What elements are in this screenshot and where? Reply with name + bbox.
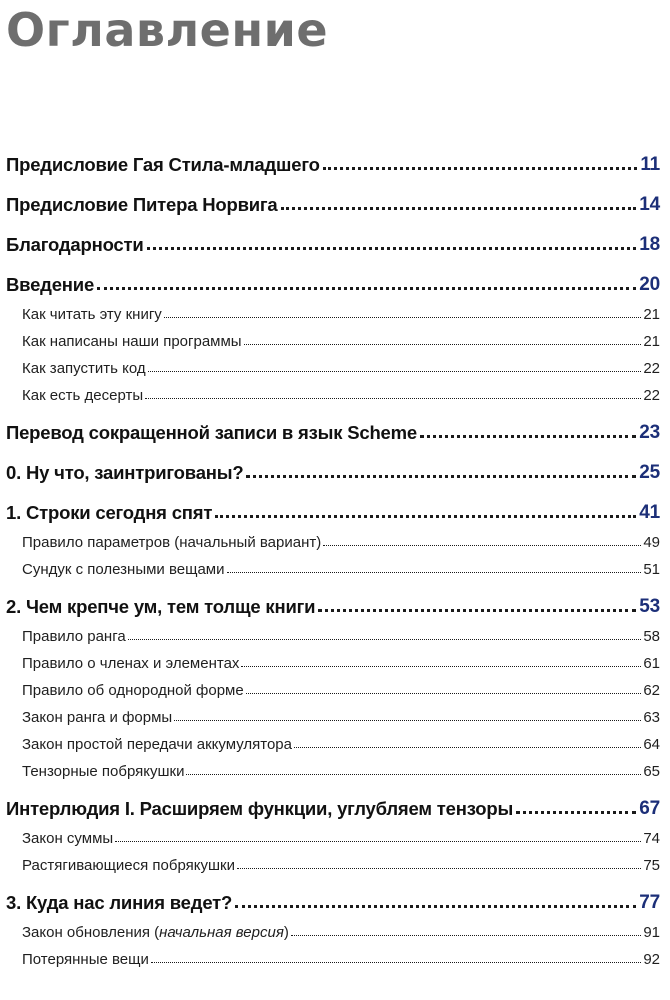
toc-subentry-how-to-read[interactable] — [6, 296, 660, 323]
toc-subentry-stretchy-trinkets[interactable] — [6, 847, 660, 874]
toc-entry-label: Закон ранга и формы — [22, 709, 173, 726]
toc-subentry-uniform-shape-rule[interactable] — [6, 672, 660, 699]
toc-entry-label: 1. Строки сегодня спят — [6, 502, 213, 523]
toc-entry-interlude-1[interactable] — [6, 780, 660, 820]
dot-leader — [244, 344, 642, 345]
toc-entry-label: 3. Куда нас линия ведет? — [6, 892, 233, 913]
toc-subentry-how-programs-written[interactable] — [6, 323, 660, 350]
toc-subentry-desserts[interactable] — [6, 377, 660, 404]
toc-entry-label: 0. Ну что, заинтригованы? — [6, 462, 244, 483]
toc-subentry-parameter-rule[interactable] — [6, 524, 660, 551]
dot-leader — [174, 720, 641, 721]
toc-page-number: 20 — [639, 274, 660, 295]
toc-page-number: 11 — [640, 154, 660, 175]
toc-entry-label: Закон простой передачи аккумулятора — [22, 736, 292, 753]
dot-leader — [186, 774, 641, 775]
toc-entry-chapter-0[interactable] — [6, 444, 660, 484]
toc-entry-label: Закон суммы — [22, 830, 114, 847]
toc-page-number: 41 — [639, 502, 660, 523]
toc-entry-scheme-translation[interactable] — [6, 404, 660, 444]
toc-page-number: 14 — [639, 194, 660, 215]
dot-leader — [215, 515, 636, 518]
toc-entry-label: Как написаны наши программы — [22, 333, 242, 350]
toc-page-number: 92 — [643, 951, 660, 968]
toc-page-number: 22 — [643, 387, 660, 404]
toc-entry-chapter-3[interactable] — [6, 874, 660, 914]
dot-leader — [164, 317, 642, 318]
toc-subentry-rank-shape-law[interactable] — [6, 699, 660, 726]
toc-page-number: 25 — [639, 462, 660, 483]
toc-subentry-sum-law[interactable] — [6, 820, 660, 847]
dot-leader — [318, 609, 636, 612]
toc-entry-label: Правило об однородной форме — [22, 682, 244, 699]
dot-leader — [420, 435, 636, 438]
dot-leader — [237, 868, 641, 869]
toc-page-number: 91 — [643, 924, 660, 941]
dot-leader — [148, 371, 642, 372]
toc-entry-acknowledgements[interactable] — [6, 216, 660, 256]
toc-subentry-tensor-trinkets[interactable] — [6, 753, 660, 780]
toc-entry-label: Благодарности — [6, 234, 144, 255]
toc-entry-label-italic: начальная версия — [159, 924, 284, 941]
toc-page-number: 61 — [643, 655, 660, 672]
toc-page-number: 65 — [643, 763, 660, 780]
toc-entry-label: Растягивающиеся побрякушки — [22, 857, 235, 874]
toc-entry-label-post: ) — [283, 924, 289, 941]
toc-entry-label: Потерянные вещи — [22, 951, 149, 968]
toc-entry-foreword-norvig[interactable] — [6, 176, 660, 216]
toc-page-number: 64 — [643, 736, 660, 753]
toc-page-number: 75 — [643, 857, 660, 874]
toc-subentry-useful-chest[interactable] — [6, 551, 660, 578]
toc-subentry-how-to-run-code[interactable] — [6, 350, 660, 377]
toc-page-number: 49 — [643, 534, 660, 551]
toc-entry-label: Правило параметров (начальный вариант) — [22, 534, 322, 551]
dot-leader — [323, 167, 638, 170]
dot-leader — [281, 207, 637, 210]
toc-entry-label: Тензорные побрякушки — [22, 763, 185, 780]
dot-leader — [128, 639, 642, 640]
toc-entry-foreword-steele[interactable] — [6, 150, 660, 176]
toc-entry-label: Предисловие Питера Норвига — [6, 194, 278, 215]
toc-page-number: 51 — [643, 561, 660, 578]
toc-entry-label: Правило ранга — [22, 628, 126, 645]
dot-leader — [227, 572, 642, 573]
toc-page-number: 23 — [639, 422, 660, 443]
toc-entry-chapter-1[interactable] — [6, 484, 660, 524]
dot-leader — [115, 841, 641, 842]
toc-page-number: 67 — [639, 798, 660, 819]
dot-leader — [145, 398, 641, 399]
toc-entry-label: Интерлюдия I. Расширяем функции, углубляем тензоры — [6, 798, 514, 819]
toc-entry-introduction[interactable] — [6, 256, 660, 296]
toc-subentry-accumulator-law[interactable] — [6, 726, 660, 753]
toc-entry-label: Предисловие Гая Стила-младшего — [6, 154, 320, 175]
table-of-contents — [6, 150, 660, 968]
toc-page-number: 63 — [643, 709, 660, 726]
toc-page-number: 58 — [643, 628, 660, 645]
toc-page-number: 22 — [643, 360, 660, 377]
dot-leader — [246, 475, 636, 478]
toc-entry-label: Сундук с полезными вещами — [22, 561, 225, 578]
toc-subentry-lost-things[interactable] — [6, 941, 660, 968]
dot-leader — [241, 666, 641, 667]
toc-page-number: 21 — [643, 333, 660, 350]
dot-leader — [97, 287, 636, 290]
toc-entry-chapter-2[interactable] — [6, 578, 660, 618]
toc-entry-label-pre: Закон обновления ( — [22, 924, 160, 941]
toc-subentry-members-rule[interactable] — [6, 645, 660, 672]
page-title: Оглавление — [6, 3, 329, 57]
toc-entry-label: Как запустить код — [22, 360, 146, 377]
dot-leader — [246, 693, 642, 694]
toc-entry-label: Правило о членах и элементах — [22, 655, 240, 672]
dot-leader — [151, 962, 641, 963]
toc-entry-label: Как читать эту книгу — [22, 306, 162, 323]
toc-entry-label: Введение — [6, 274, 95, 295]
dot-leader — [147, 247, 637, 250]
toc-entry-label: Перевод сокращенной записи в язык Scheme — [6, 422, 417, 443]
toc-page-number: 62 — [643, 682, 660, 699]
toc-page-number: 18 — [639, 234, 660, 255]
toc-page-number: 53 — [639, 596, 660, 617]
dot-leader — [516, 811, 636, 814]
dot-leader — [291, 935, 641, 936]
toc-subentry-rank-rule[interactable] — [6, 618, 660, 645]
toc-entry-label: Как есть десерты — [22, 387, 144, 404]
toc-subentry-update-law[interactable] — [6, 914, 660, 941]
toc-entry-label: 2. Чем крепче ум, тем толще книги — [6, 596, 316, 617]
dot-leader — [294, 747, 641, 748]
toc-page-number: 77 — [639, 892, 660, 913]
toc-entry-label — [22, 924, 289, 941]
toc-page-number: 74 — [643, 830, 660, 847]
dot-leader — [235, 905, 636, 908]
dot-leader — [323, 545, 641, 546]
toc-page-number: 21 — [643, 306, 660, 323]
